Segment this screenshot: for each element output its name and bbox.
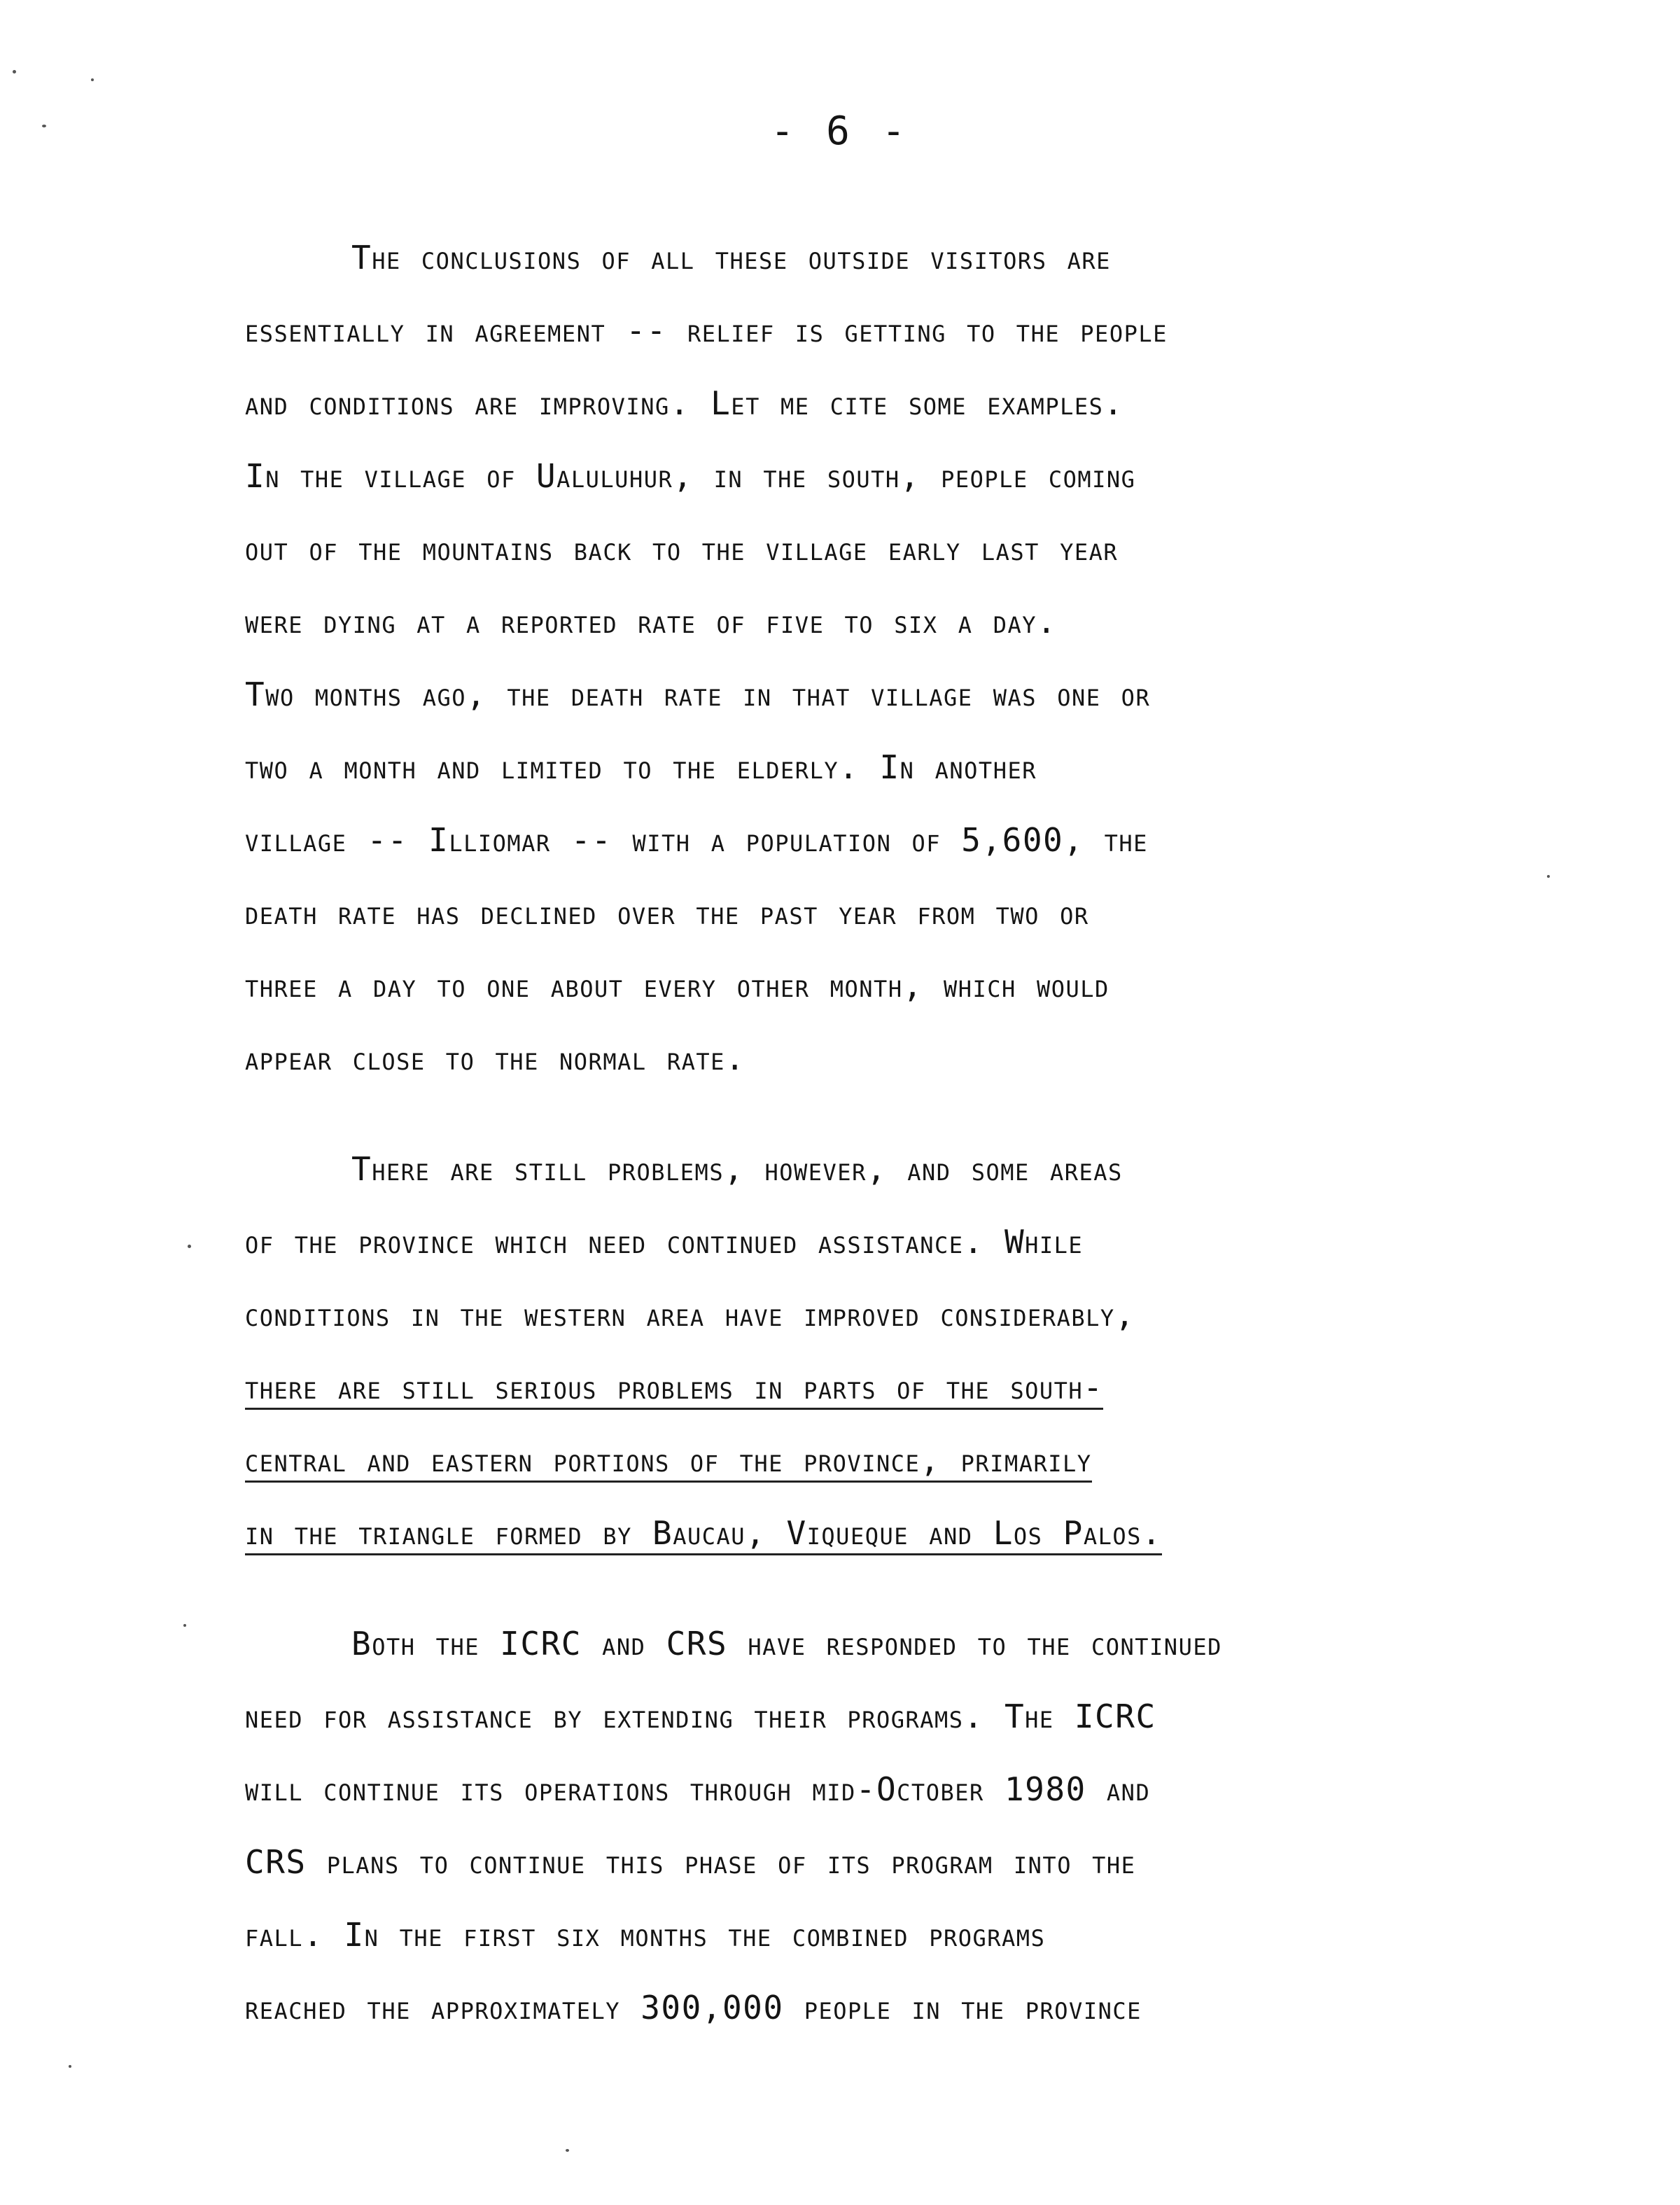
text-line: and conditions are improving. Let me cite some examples. [245,384,1124,422]
scan-speck [183,1624,186,1627]
underline-span: in the triangle formed by Baucau, Viqueque and Los Palos. [245,1514,1162,1555]
scan-speck [566,2149,569,2152]
page-number: - 6 - [770,108,910,154]
text-line: of the province which need continued assistance. While [245,1223,1084,1261]
scan-speck [42,125,46,127]
text-line: There are still problems, however, and some areas [351,1150,1123,1188]
underlined-text-line [245,1512,1162,1554]
text-line: need for assistance by extending their programs. The ICRC [245,1698,1156,1735]
underline-span: there are still serious problems in parts of the south- [245,1368,1103,1410]
text-line: reached the approximately 300,000 people in the province [245,1989,1142,2026]
text-line: three a day to one about every other month, which would [245,967,1110,1004]
text-line: appear close to the normal rate. [245,1040,746,1077]
text-line: essentially in agreement -- relief is getting to the people [245,312,1168,349]
text-line: fall. In the first six months the combined programs [245,1916,1046,1954]
underlined-text-line [245,1366,1103,1408]
text-line: In the village of Ualuluhur, in the south, people coming [245,457,1136,495]
underline-span: central and eastern portions of the province, primarily [245,1441,1092,1483]
text-line: village -- Illiomar -- with a population of 5,600, the [245,821,1148,859]
text-line: conditions in the western area have improved considerably, [245,1296,1135,1334]
text-line: two a month and limited to the elderly. In another [245,748,1037,786]
scan-speck [69,2065,71,2068]
text-line: out of the mountains back to the village early last year [245,530,1119,568]
text-line: CRS plans to continue this phase of its program into the [245,1843,1136,1881]
scan-speck [1547,875,1550,878]
scan-speck [188,1245,191,1248]
text-line: will continue its operations through mid-October 1980 and [245,1770,1151,1808]
text-line: The conclusions of all these outside visitors are [351,239,1111,276]
scan-speck [91,78,94,81]
text-line: death rate has declined over the past year from two or [245,894,1089,932]
text-line: Two months ago, the death rate in that village was one or [245,676,1151,713]
scan-speck [13,70,16,74]
text-line: Both the ICRC and CRS have responded to the continued [351,1625,1222,1662]
underlined-text-line [245,1439,1092,1481]
text-line: were dying at a reported rate of five to six a day. [245,603,1058,640]
